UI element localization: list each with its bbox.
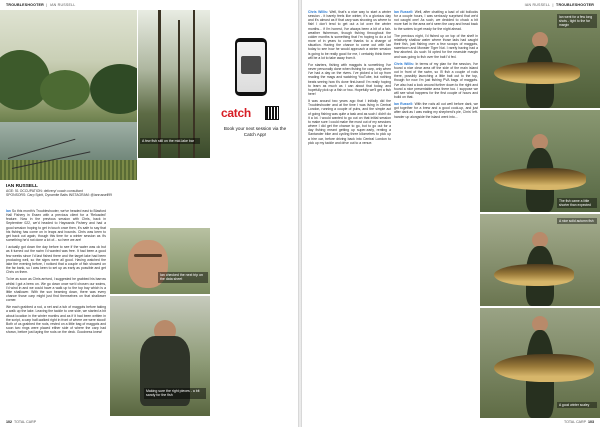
right-body-column-1 <box>308 10 391 416</box>
tree-photo-caption: A few fish still on the mid-lake bar <box>140 138 200 144</box>
paragraph <box>6 209 106 242</box>
page-footer <box>6 420 36 424</box>
paragraph-text: I actually got down the day before to see if the water was ok but as it turned out the swim I'd wanted was free. It had been a good few weeks since I'd last fished there and the target lake had been producing well, so the signs were all good. Having watched the lake the evening before, I noticed that a couple of fish showed on the far bank, so I was keen to set up as early as possible and get Chris on them. <box>6 245 106 275</box>
paragraph-text: With the rods all out well before dark, we got together for a brew and a good cook-up, and just after dark as I was eating my shepherd's pie, Chris' left-hander up alongside the island went into... <box>394 102 478 119</box>
header-author: IAN RUSSELL <box>524 3 551 7</box>
paragraph-text: In terms of my plan for the session, I've found a nice clear area off the side of the main island out in front of the swim, so I'll fish a couple of rods there, possibly launching a little bait out to the top, though for now I'm just fishing PVA bags of maggots. I've also had a look around further down to the right and found a nice presentable area there too. I suppose we will see what happens for the first couple of hours and build on that. <box>394 61 478 99</box>
catch-logo: catch <box>221 106 251 120</box>
profile-age-line: AGE: 51 OCCUPATION: delivery/ coach consultant <box>6 189 83 193</box>
right-page <box>302 0 600 427</box>
paragraph-text: It was around two years ago that I initially did the Troubleshooter and at the time I was living in Central London, running a couple of pubs, and the simple act of going fishing was quite a task and as such I didn't do it a lot. I would wanted to go out on that initial session to make sure I could make the most out of my sessions where I did get the chance to go, but to go out for a day fishing meant getting up super-early, renting a Santander bike and cycling three kilometres to pick up a hire car, before driving back into Central London to pick up my tackle and drive out to a venue. <box>308 99 391 145</box>
paragraph <box>308 10 391 60</box>
paragraph <box>394 62 478 99</box>
header-section: TROUBLESHOOTER <box>556 3 594 7</box>
qr-code-icon[interactable] <box>265 106 279 120</box>
speaker-label: Ian <box>6 209 11 213</box>
catch-photo-1 <box>480 10 600 108</box>
angler-at-lake-photo <box>110 296 210 416</box>
photo-caption: The fish came a little shorter than expected <box>557 198 597 208</box>
catch-photo-4 <box>480 308 600 418</box>
man-photo-caption: Ian checked the next trip on the data sheet <box>158 272 208 283</box>
header-section: TROUBLESHOOTER <box>6 3 44 7</box>
paragraph-text: Well, that's a nice way to start a winter session - it barely feels like winter, it's a glorious day and it's almost as if that carp was showing us where to fish! I don't tend to get out a lot over the winter months... if I'm honest, I've always been a bit of a fair-weather fisherman, though fishing throughout the colder months is something that I'm hoping to do a lot more of in years to come thanks to a change of situation. Having the chance to come out with Ian today to see how he would approach a winter session is going to be really good for me, I certainly think there will be a lot to take away from it. <box>308 10 391 60</box>
page-number: 102 <box>6 420 12 424</box>
magazine-name: TOTAL CARP <box>14 420 37 424</box>
catch-tagline: Book your next session via the Catch App! <box>223 126 287 137</box>
page-number: 103 <box>588 420 594 424</box>
header-author: IAN RUSSELL <box>49 3 76 7</box>
paragraph-text: Well, after chatting a load of old bollocks for a couple hours, I was seriously surprised that we'd not caught one! As such, we decided to chuck a bit more fuel in the area we'd seen the carp and head back to the swims to get ready for the night ahead. <box>394 10 478 31</box>
speaker-label: Ian Russell: <box>394 102 414 107</box>
catch-app-advert[interactable] <box>211 10 298 180</box>
right-body-column-2 <box>394 10 478 416</box>
photo-caption: Ian went for a few long shots - tight to the far margin <box>557 14 597 28</box>
profile-box <box>6 184 126 198</box>
paragraph <box>394 34 478 59</box>
speaker-label: Chris Willis: <box>394 61 415 66</box>
magazine-name: TOTAL CARP <box>563 420 586 424</box>
profile-name: IAN RUSSELL <box>6 184 38 189</box>
lake-photo <box>0 10 137 180</box>
paragraph-text: So this month's Troubleshooter, we've headed east to Blasford Hall Fishery in Essex with a previous client for a 'Reloaded' feature. Now in the previous session with Chris, back in September 022, we'd headed to Haywards Fishery and had a good session hoping to get in touch once then, it's safe to say that his fishing has come on in leaps and bounds. Chris was keen to get back out again, though this time for a winter session as it's something he'd not done a lot of... so here we are! <box>6 209 106 243</box>
paragraph <box>6 277 106 302</box>
paragraph-text: The previous night, I'd fished up on top of the shelf in relatively shallow water where those lads had caught their fish, just fishing over a few scoops of maggots, sweetcorn and Monster Tiger Nut. I rarely having had a few aborted. As such I'd opted for the nearside margin and was going to fish over the bait I'd fed. <box>394 33 478 59</box>
left-page <box>0 0 298 427</box>
paragraph-text: For starters, fishing with maggots is something I've never personally done when fishing for carp, only when I've had a day on the rivers. I've picked a lot up from reading the mags and watching YouTube, but nothing beats seeing how it's done first-hand! I'm really hoping to learn as much as I can about that today, and hopefully pick up a fish or two. Hopefully we'll get a fish here! <box>308 62 391 96</box>
page-header: IAN RUSSELL | TROUBLESHOOTER <box>524 3 594 7</box>
fisher-photo-caption: Making sure the right pieces - a bit sandy for the fish <box>144 388 206 399</box>
photo-caption: A nice solid autumn fish <box>557 218 597 224</box>
paragraph-text: To be as soon as Chris arrived, I suggested he grabbed his barrow whilst I got a brew on. We go down once we'd chosen our swims, I'd wind in and we could have a walk up to the top bay which is a little shallower. With the sun beaming down, there was every chance those carp might just find themselves on that shallower corner. <box>6 277 106 303</box>
angler-portrait-photo <box>110 228 210 294</box>
tree-photo <box>138 10 210 158</box>
page-header: TROUBLESHOOTER | IAN RUSSELL <box>6 3 76 7</box>
paragraph <box>394 10 478 31</box>
paragraph <box>308 63 391 96</box>
paragraph <box>6 305 106 334</box>
phone-icon <box>235 38 267 96</box>
paragraph-text: We each grabbed a rod, a net and a tub of maggots before taking a walk up the lake. Leaving the tackle to one side, we started a bit about location in the winter months and as if it had been written in the script, a carp half-walked right in front of where we were stood! Both of us grabbed the rods, rested on a little bag of maggots and soon two rings were placed either side of where the carp had shown, before just laying the rods on the deck. Goodness knew! <box>6 305 106 335</box>
page-footer <box>564 420 594 424</box>
paragraph <box>394 102 478 119</box>
paragraph <box>308 99 391 145</box>
catch-photo-3 <box>480 214 600 306</box>
speaker-label: Chris Willis: <box>308 10 329 14</box>
profile-sponsors-line: SPONSORS: Carp Spirit, Dynamite Baits INSTAGRAM: @ianrussell99 <box>6 193 113 198</box>
photo-caption: A good winter scaley <box>557 402 597 408</box>
paragraph <box>6 245 106 274</box>
left-body-column <box>6 209 106 416</box>
catch-photo-2 <box>480 110 600 212</box>
speaker-label: Ian Russell: <box>394 10 414 14</box>
